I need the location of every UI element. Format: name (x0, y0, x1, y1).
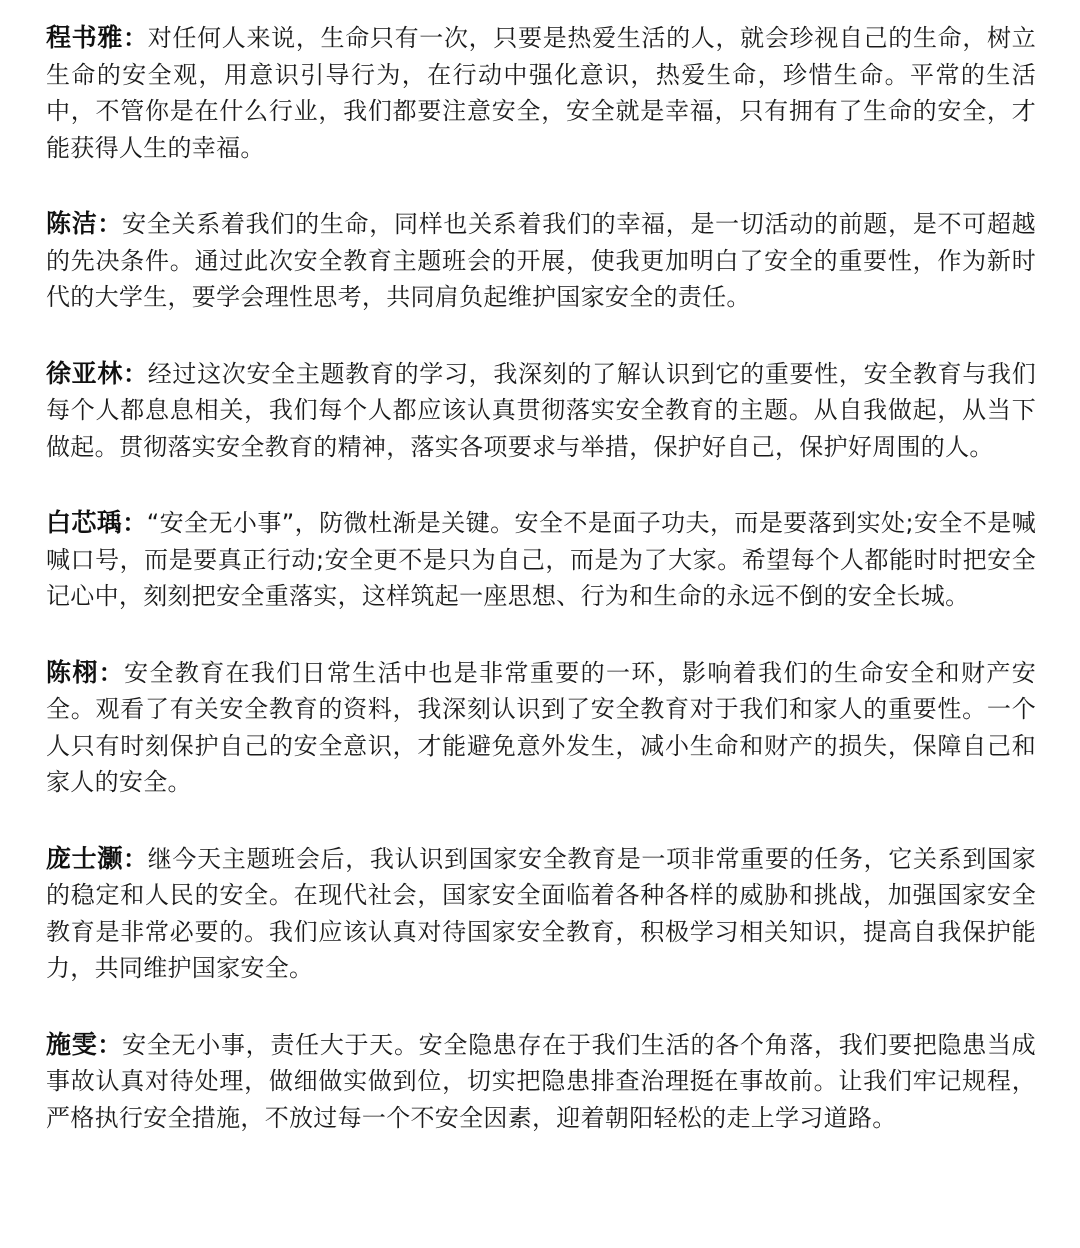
comment-entry-1 (46, 20, 1036, 166)
comment-text: 安全关系着我们的生命，同样也关系着我们的幸福，是一切活动的前题，是不可超越的先决条件。通过此次安全教育主题班会的开展，使我更加明白了安全的重要性，作为新时代的大学生，要学会理性思考，共同肩负起维护国家安全的责任。 (46, 210, 1036, 311)
comment-entry-5 (46, 655, 1036, 801)
name-separator: ： (122, 509, 147, 537)
comment-text: 安全教育在我们日常生活中也是非常重要的一环，影响着我们的生命安全和财产安全。观看了有关安全教育的资料，我深刻认识到了安全教育对于我们和家人的重要性。一个人只有时刻保护自己的安全意识，才能避免意外发生，减小生命和财产的损失，保障自己和家人的安全。 (46, 658, 1037, 796)
comment-entry-4 (46, 505, 1036, 615)
author-name: 庞士灏 (46, 843, 124, 873)
comment-text: “安全无小事”，防微杜渐是关键。安全不是面子功夫，而是要落到实处;安全不是喊喊口号，而是要真正行动;安全更不是只为自己，而是为了大家。希望每个人都能时时把安全记心中，刻刻把安全重落实，这样筑起一座思想、行为和生命的永远不倒的安全长城。 (46, 509, 1036, 610)
comment-text: 继今天主题班会后，我认识到国家安全教育是一项非常重要的任务，它关系到国家的稳定和人民的安全。在现代社会，国家安全面临着各种各样的威胁和挑战，加强国家安全教育是非常必要的。我们应该认真对待国家安全教育，积极学习相关知识，提高自我保护能力，共同维护国家安全。 (46, 844, 1036, 982)
comment-entry-6 (46, 841, 1036, 987)
author-name: 施雯 (46, 1029, 98, 1059)
author-name: 陈洁 (46, 209, 98, 238)
name-separator: ： (97, 210, 123, 238)
comment-entry-7 (46, 1027, 1036, 1137)
name-separator: ： (123, 24, 148, 52)
comment-text: 安全无小事，责任大于天。安全隐患存在于我们生活的各个角落，我们要把隐患当成事故认真对待处理，做细做实做到位，切实把隐患排查治理挺在事故前。让我们牢记规程，严格执行安全措施，不放过每一个不安全因素，迎着朝阳轻松的走上学习道路。 (46, 1030, 1036, 1132)
comment-entry-3 (46, 356, 1036, 466)
author-name: 白芯瑀 (46, 508, 123, 537)
name-separator: ： (97, 1030, 123, 1059)
author-name: 陈栩 (46, 657, 99, 687)
author-name: 程书雅 (46, 23, 124, 52)
name-separator: ： (98, 658, 125, 687)
author-name: 徐亚林 (46, 358, 124, 388)
comment-text: 对任何人来说，生命只有一次，只要是热爱生活的人，就会珍视自己的生命，树立生命的安全观，用意识引导行为，在行动中强化意识，热爱生命，珍惜生命。平常的生活中，不管你是在什么行业，我们都要注意安全，安全就是幸福，只有拥有了生命的安全，才能获得人生的幸福。 (46, 24, 1036, 162)
name-separator: ： (123, 844, 148, 873)
comment-entry-2 (46, 206, 1036, 316)
comment-text: 经过这次安全主题教育的学习，我深刻的了解认识到它的重要性，安全教育与我们每个人都息息相关，我们每个人都应该认真贯彻落实安全教育的主题。从自我做起，从当下做起。贯彻落实安全教育的精神，落实各项要求与举措，保护好自己，保护好周围的人。 (46, 359, 1036, 461)
name-separator: ： (123, 359, 148, 388)
